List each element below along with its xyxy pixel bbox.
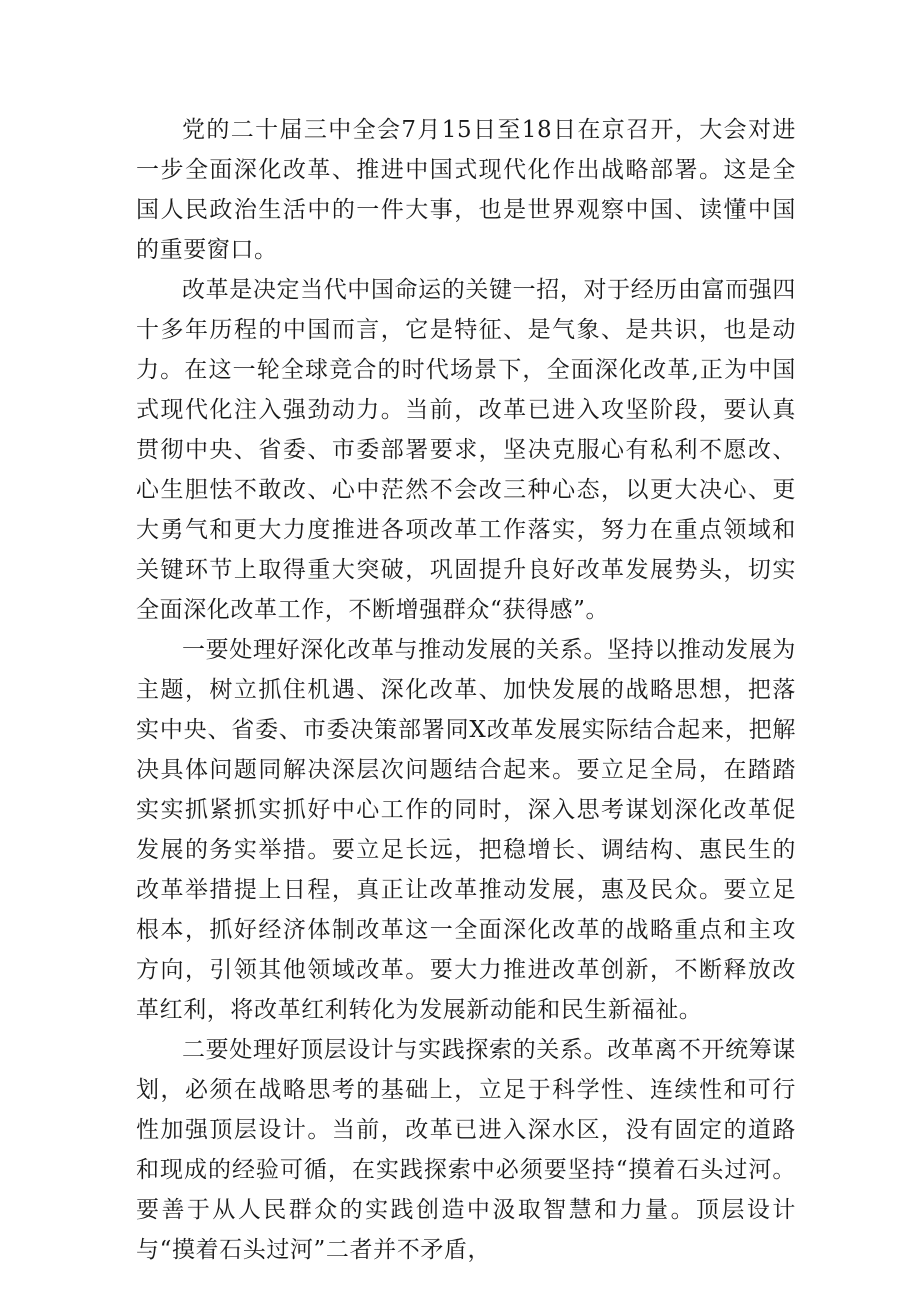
document-body — [136, 110, 796, 1270]
paragraph-3: 一要处理好深化改革与推动发展的关系。坚持以推动发展为主题，树立抓住机遇、深化改革、加快发展的战略思想，把落实中央、省委、市委决策部署同X改革发展实际结合起来，把解决具体问题同解决深层次问题结合起来。要立足全局，在踏踏实实抓紧抓实抓好中心工作的同时，深入思考谋划深化改革促发展的务实举措。要立足长远，把稳增长、调结构、惠民生的改革举措提上日程，真正让改革推动发展，惠及民众。要立足根本，抓好经济体制改革这一全面深化改革的战略重点和主攻方向，引领其他领域改革。要大力推进改革创新，不断释放改革红利，将改革红利转化为发展新动能和民生新福祉。 — [136, 637, 796, 1023]
paragraph-2: 改革是决定当代中国命运的关键一招，对于经历由富而强四十多年历程的中国而言，它是特征、是气象、是共识，也是动力。在这一轮全球竞合的时代场景下，全面深化改革,正为中国式现代化注入强劲动力。当前，改革已进入攻坚阶段，要认真贯彻中央、省委、市委部署要求，坚决克服心有私利不愿改、心生胆怯不敢改、心中茫然不会改三种心态，以更大决心、更大勇气和更大力度推进各项改革工作落实，努力在重点领域和关键环节上取得重大突破，巩固提升良好改革发展势头，切实全面深化改革工作，不断增强群众“获得感”。 — [136, 277, 796, 623]
paragraph-4: 二要处理好顶层设计与实践探索的关系。改革离不开统筹谋划，必须在战略思考的基础上，立足于科学性、连续性和可行性加强顶层设计。当前，改革已进入深水区，没有固定的道路和现成的经验可循，在实践探索中必须要坚持“摸着石头过河。要善于从人民群众的实践创造中汲取智慧和力量。顶层设计与“摸着石头过河”二者并不矛盾， — [136, 1037, 796, 1263]
paragraph-1: 党的二十届三中全会7月15日至18日在京召开，大会对进一步全面深化改革、推进中国式现代化作出战略部署。这是全国人民政治生活中的一件大事，也是世界观察中国、读懂中国的重要窗口。 — [136, 117, 796, 263]
